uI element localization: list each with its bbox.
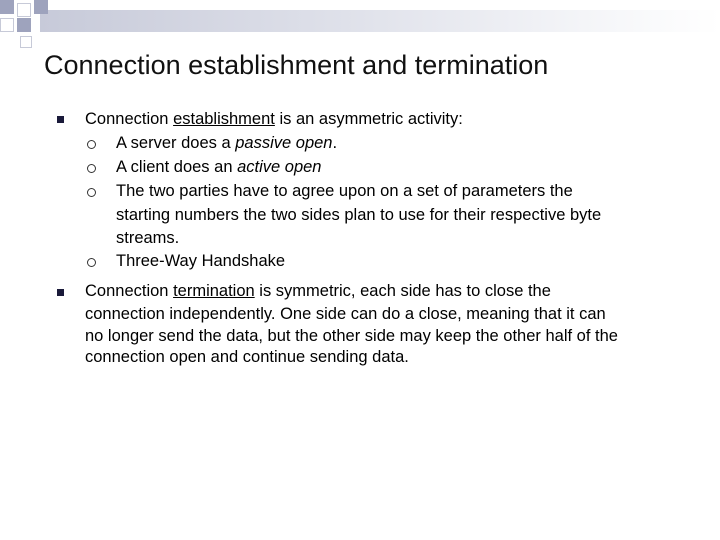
underlined-term: establishment bbox=[173, 110, 275, 128]
bullet-termination bbox=[85, 280, 551, 304]
deco-square bbox=[20, 36, 32, 48]
bullet-establishment bbox=[85, 108, 463, 132]
emphasis-text: active open bbox=[237, 158, 322, 176]
text-segment: Connection bbox=[85, 110, 174, 128]
sub-bullet-parameters-line3: streams. bbox=[116, 229, 180, 247]
sub-bullet-handshake: Three-Way Handshake bbox=[116, 252, 286, 270]
emphasis-text: passive open bbox=[235, 134, 333, 152]
header-gradient-band bbox=[40, 10, 720, 32]
underlined-term: termination bbox=[173, 282, 255, 300]
bullet-termination-line4: connection open and continue sending data. bbox=[85, 348, 409, 366]
slide-title: Connection establishment and termination bbox=[44, 50, 549, 80]
deco-square bbox=[0, 18, 14, 32]
hollow-circle-bullet-icon bbox=[87, 258, 96, 267]
deco-square bbox=[17, 18, 31, 32]
square-bullet-icon bbox=[57, 116, 64, 123]
text-segment: Connection bbox=[85, 282, 174, 300]
hollow-circle-bullet-icon bbox=[87, 164, 96, 173]
deco-square bbox=[17, 3, 31, 17]
sub-bullet-parameters-line2: starting numbers the two sides plan to use for their respective byte bbox=[116, 206, 602, 224]
bullet-termination-line2: connection independently. One side can do a close, meaning that it can bbox=[85, 305, 606, 323]
sub-bullet-parameters-line1: The two parties have to agree upon on a set of parameters the bbox=[116, 182, 573, 200]
sub-bullet-server bbox=[116, 132, 337, 156]
hollow-circle-bullet-icon bbox=[87, 188, 96, 197]
text-segment: A server does a bbox=[116, 134, 236, 152]
square-bullet-icon bbox=[57, 289, 64, 296]
text-segment: . bbox=[332, 134, 338, 152]
bullet-termination-line3: no longer send the data, but the other side may keep the other half of the bbox=[85, 327, 618, 345]
text-segment: is an asymmetric activity: bbox=[274, 110, 463, 128]
text-segment: A client does an bbox=[116, 158, 238, 176]
deco-square bbox=[0, 0, 14, 14]
text-segment: is symmetric, each side has to close the bbox=[254, 282, 551, 300]
deco-square bbox=[34, 0, 48, 14]
hollow-circle-bullet-icon bbox=[87, 140, 96, 149]
sub-bullet-client bbox=[116, 156, 322, 180]
